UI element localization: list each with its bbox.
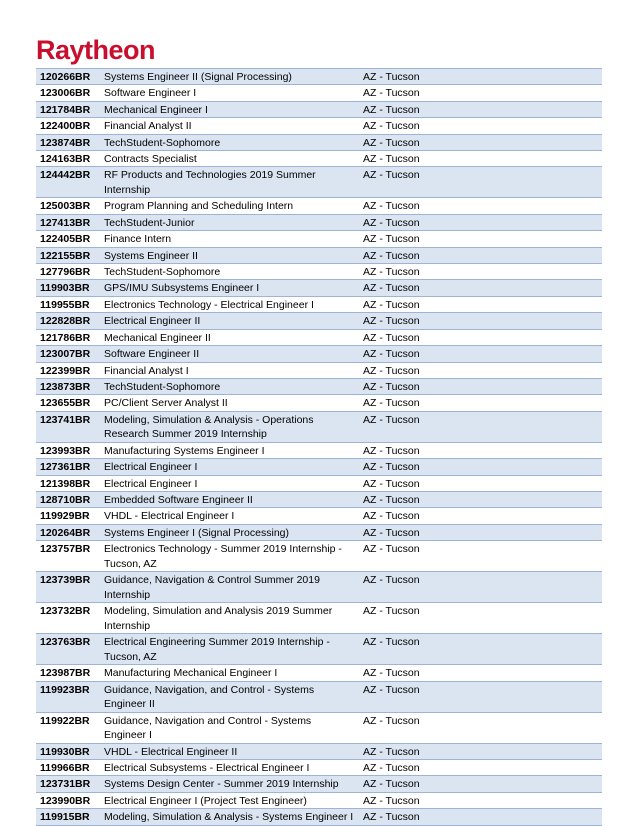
table-row (36, 329, 602, 345)
job-title: Electronics Technology - Summer 2019 Internship - Tucson, AZ (100, 541, 359, 572)
job-location: AZ - Tucson (359, 134, 602, 150)
table-row (36, 280, 602, 296)
job-location: AZ - Tucson (359, 792, 602, 808)
table-row (36, 411, 602, 442)
job-title: Systems Engineer I (Signal Processing) (100, 524, 359, 540)
job-title: Electrical Engineer I (100, 459, 359, 475)
table-row (36, 634, 602, 665)
job-location: AZ - Tucson (359, 85, 602, 101)
job-id: 123873BR (36, 378, 100, 394)
job-id: 125003BR (36, 198, 100, 214)
job-title: Guidance, Navigation and Control - Systems Engineer I (100, 712, 359, 743)
table-row (36, 743, 602, 759)
job-listings-table (36, 68, 602, 826)
job-title: PC/Client Server Analyst II (100, 395, 359, 411)
job-location: AZ - Tucson (359, 459, 602, 475)
job-id: 123655BR (36, 395, 100, 411)
job-id: 119966BR (36, 759, 100, 775)
job-location: AZ - Tucson (359, 329, 602, 345)
table-row (36, 572, 602, 603)
job-title: Guidance, Navigation & Control Summer 2019 Internship (100, 572, 359, 603)
job-title: GPS/IMU Subsystems Engineer I (100, 280, 359, 296)
table-row (36, 665, 602, 681)
job-title: Embedded Software Engineer II (100, 491, 359, 507)
job-title: Electrical Engineer I (Project Test Engineer) (100, 792, 359, 808)
job-location: AZ - Tucson (359, 346, 602, 362)
job-id: 123874BR (36, 134, 100, 150)
job-location: AZ - Tucson (359, 198, 602, 214)
job-location: AZ - Tucson (359, 395, 602, 411)
table-row (36, 776, 602, 792)
job-title: Modeling, Simulation & Analysis - Operations Research Summer 2019 Internship (100, 411, 359, 442)
job-location: AZ - Tucson (359, 101, 602, 117)
job-title: Manufacturing Mechanical Engineer I (100, 665, 359, 681)
job-id: 121784BR (36, 101, 100, 117)
job-location: AZ - Tucson (359, 634, 602, 665)
job-id: 127796BR (36, 264, 100, 280)
job-title: Systems Engineer II (100, 247, 359, 263)
job-title: Systems Design Center - Summer 2019 Internship (100, 776, 359, 792)
table-row (36, 134, 602, 150)
job-id: 123741BR (36, 411, 100, 442)
table-row (36, 313, 602, 329)
job-id: 127413BR (36, 214, 100, 230)
job-id: 119915BR (36, 809, 100, 825)
job-location: AZ - Tucson (359, 214, 602, 230)
job-id: 121398BR (36, 475, 100, 491)
table-row (36, 541, 602, 572)
job-location: AZ - Tucson (359, 712, 602, 743)
job-location: AZ - Tucson (359, 524, 602, 540)
job-title: Manufacturing Systems Engineer I (100, 442, 359, 458)
job-title: Electrical Engineer II (100, 313, 359, 329)
table-row (36, 101, 602, 117)
job-location: AZ - Tucson (359, 231, 602, 247)
job-id: 121786BR (36, 329, 100, 345)
table-row (36, 681, 602, 712)
job-location: AZ - Tucson (359, 665, 602, 681)
job-location: AZ - Tucson (359, 151, 602, 167)
job-id: 123739BR (36, 572, 100, 603)
job-id: 123731BR (36, 776, 100, 792)
job-title: Systems Engineer II (Signal Processing) (100, 69, 359, 85)
job-title: Modeling, Simulation & Analysis - Systems Engineer I (100, 809, 359, 825)
job-location: AZ - Tucson (359, 69, 602, 85)
job-location: AZ - Tucson (359, 118, 602, 134)
job-id: 128710BR (36, 491, 100, 507)
job-title: Electrical Engineering Summer 2019 Internship - Tucson, AZ (100, 634, 359, 665)
job-id: 119903BR (36, 280, 100, 296)
job-title: Modeling, Simulation and Analysis 2019 Summer Internship (100, 603, 359, 634)
job-location: AZ - Tucson (359, 378, 602, 394)
job-id: 123987BR (36, 665, 100, 681)
job-listings-body (36, 69, 602, 826)
job-id: 122400BR (36, 118, 100, 134)
job-id: 127361BR (36, 459, 100, 475)
job-title: Software Engineer II (100, 346, 359, 362)
table-row (36, 524, 602, 540)
table-row (36, 167, 602, 198)
job-id: 122828BR (36, 313, 100, 329)
job-title: Electrical Subsystems - Electrical Engineer I (100, 759, 359, 775)
job-title: Finance Intern (100, 231, 359, 247)
job-location: AZ - Tucson (359, 603, 602, 634)
job-location: AZ - Tucson (359, 475, 602, 491)
table-row (36, 792, 602, 808)
job-id: 123007BR (36, 346, 100, 362)
job-location: AZ - Tucson (359, 362, 602, 378)
table-row (36, 85, 602, 101)
job-location: AZ - Tucson (359, 809, 602, 825)
job-id: 124442BR (36, 167, 100, 198)
table-row (36, 362, 602, 378)
job-location: AZ - Tucson (359, 264, 602, 280)
job-title: Financial Analyst I (100, 362, 359, 378)
job-title: Electrical Engineer I (100, 475, 359, 491)
table-row (36, 118, 602, 134)
job-location: AZ - Tucson (359, 296, 602, 312)
job-location: AZ - Tucson (359, 411, 602, 442)
job-id: 123993BR (36, 442, 100, 458)
job-id: 122405BR (36, 231, 100, 247)
job-location: AZ - Tucson (359, 442, 602, 458)
job-title: RF Products and Technologies 2019 Summer Internship (100, 167, 359, 198)
table-row (36, 214, 602, 230)
table-row (36, 264, 602, 280)
table-row (36, 69, 602, 85)
job-id: 124163BR (36, 151, 100, 167)
table-row (36, 346, 602, 362)
job-title: Guidance, Navigation, and Control - Systems Engineer II (100, 681, 359, 712)
job-id: 120266BR (36, 69, 100, 85)
table-row (36, 491, 602, 507)
job-location: AZ - Tucson (359, 313, 602, 329)
job-id: 123757BR (36, 541, 100, 572)
job-location: AZ - Tucson (359, 247, 602, 263)
job-title: Mechanical Engineer II (100, 329, 359, 345)
job-id: 119930BR (36, 743, 100, 759)
job-id: 119922BR (36, 712, 100, 743)
job-id: 123006BR (36, 85, 100, 101)
job-location: AZ - Tucson (359, 572, 602, 603)
job-location: AZ - Tucson (359, 541, 602, 572)
job-location: AZ - Tucson (359, 681, 602, 712)
table-row (36, 459, 602, 475)
job-title: Financial Analyst II (100, 118, 359, 134)
raytheon-logo: Raytheon (36, 35, 156, 65)
job-title: TechStudent-Sophomore (100, 264, 359, 280)
job-title: Mechanical Engineer I (100, 101, 359, 117)
job-id: 122399BR (36, 362, 100, 378)
table-row (36, 296, 602, 312)
job-title: VHDL - Electrical Engineer II (100, 743, 359, 759)
table-row (36, 759, 602, 775)
job-id: 122155BR (36, 247, 100, 263)
job-title: Software Engineer I (100, 85, 359, 101)
job-location: AZ - Tucson (359, 167, 602, 198)
table-row (36, 151, 602, 167)
table-row (36, 809, 602, 825)
job-location: AZ - Tucson (359, 280, 602, 296)
job-location: AZ - Tucson (359, 776, 602, 792)
job-title: Electronics Technology - Electrical Engineer I (100, 296, 359, 312)
job-id: 119923BR (36, 681, 100, 712)
job-title: TechStudent-Sophomore (100, 378, 359, 394)
job-location: AZ - Tucson (359, 743, 602, 759)
job-id: 123763BR (36, 634, 100, 665)
job-id: 123732BR (36, 603, 100, 634)
job-id: 120264BR (36, 524, 100, 540)
table-row (36, 442, 602, 458)
job-location: AZ - Tucson (359, 759, 602, 775)
table-row (36, 378, 602, 394)
table-row (36, 712, 602, 743)
job-title: Contracts Specialist (100, 151, 359, 167)
job-title: TechStudent-Junior (100, 214, 359, 230)
job-title: VHDL - Electrical Engineer I (100, 508, 359, 524)
job-location: AZ - Tucson (359, 508, 602, 524)
table-row (36, 198, 602, 214)
table-row (36, 247, 602, 263)
table-row (36, 508, 602, 524)
job-id: 119929BR (36, 508, 100, 524)
job-id: 119955BR (36, 296, 100, 312)
table-row (36, 603, 602, 634)
job-location: AZ - Tucson (359, 491, 602, 507)
job-id: 123990BR (36, 792, 100, 808)
job-title: TechStudent-Sophomore (100, 134, 359, 150)
table-row (36, 231, 602, 247)
job-title: Program Planning and Scheduling Intern (100, 198, 359, 214)
table-row (36, 475, 602, 491)
table-row (36, 395, 602, 411)
